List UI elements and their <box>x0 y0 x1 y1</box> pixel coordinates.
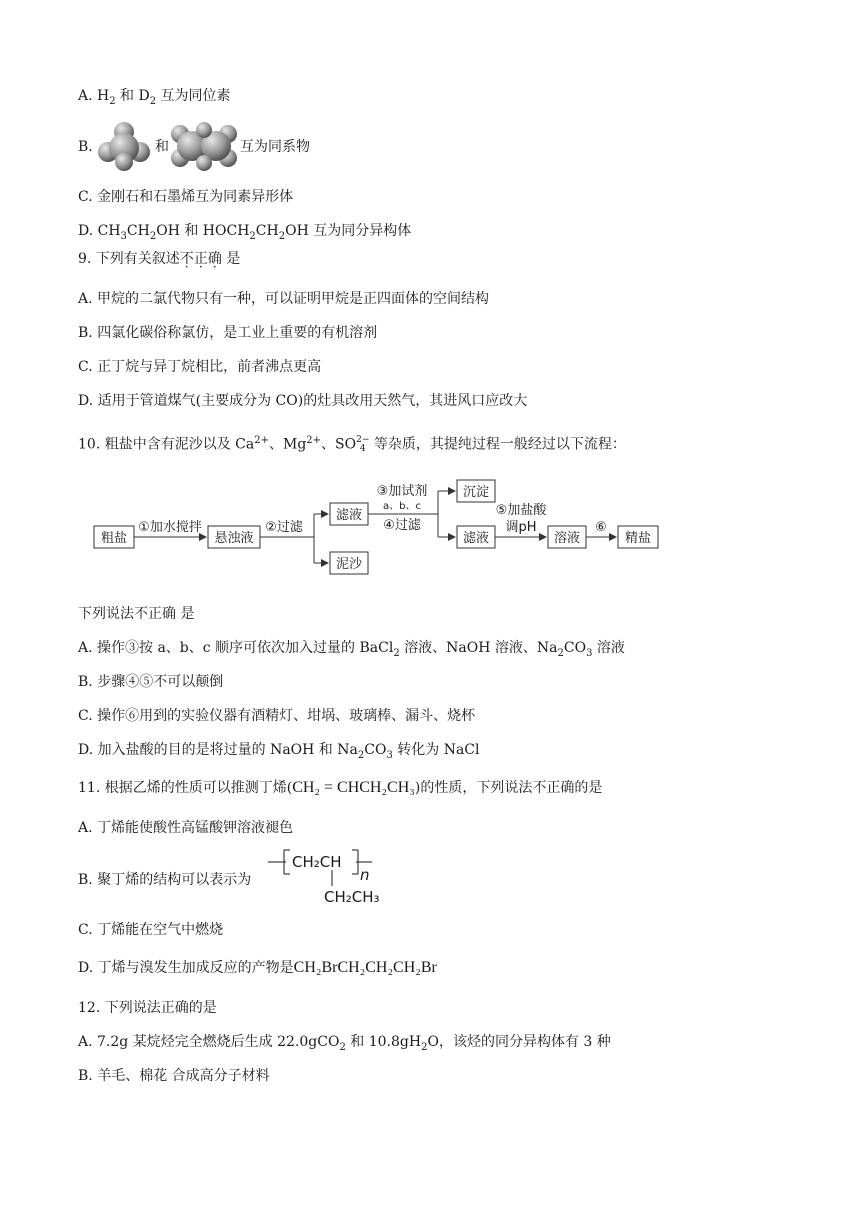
q11-option-b: B. 聚丁烯的结构可以表示为 <box>78 872 252 888</box>
label-step5: ⑤加盐酸 <box>495 503 547 518</box>
q9-option-a: A. 甲烷的二氯代物只有一种，可以证明甲烷是正四面体的空间结构 <box>78 291 490 307</box>
q10-sub-stem: 下列说法不正确 是 <box>78 606 195 622</box>
label-step4: ④过滤 <box>383 518 421 533</box>
label-filtrate1: 滤液 <box>335 508 363 523</box>
label-step6: ⑥ <box>595 520 607 535</box>
q10-option-b: B. 步骤④⑤不可以颠倒 <box>78 674 224 690</box>
label-mud: 泥沙 <box>335 557 363 572</box>
q8-option-b-and: 和 <box>155 139 169 155</box>
q11-stem: 11. 根据乙烯的性质可以推测丁烯(CH₂ = CHCH₂CH₃)的性质，下列说法不正确的是 <box>78 779 603 796</box>
q8-option-a: A. $H_2$ 和 $D_2$ 互为同位素 <box>78 88 231 107</box>
q9-stem: 9. 下列有关叙述不正确 是 <box>78 251 241 267</box>
label-step1: ①加水搅拌 <box>138 520 202 535</box>
q12-option-a: A. 7.2g 某烷烃完全燃烧后生成 22.0gCO$_2$ 和 $10.8gH_2O$，该烃的同分异构体有 3 种 <box>78 1034 611 1053</box>
label-filtrate2: 滤液 <box>462 531 490 546</box>
label-step3: ③加试剂 <box>376 484 428 499</box>
methane-model-image <box>96 118 156 172</box>
q9-option-d: D. 适用于管道煤气(主要成分为 CO)的灶具改用天然气，其进风口应改大 <box>78 393 528 409</box>
q8-option-c: C. 金刚石和石墨烯互为同素异形体 <box>78 189 294 205</box>
q11-option-d: D. 丁烯与溴发生加成反应的产物是CH₂BrCH₂CH₂CH₂Br <box>78 959 437 976</box>
label-solution: 溶液 <box>553 531 581 546</box>
q8-option-d: D. $CH_3CH_2OH$ 和 $HOCH_2CH_2OH$ 互为同分异构体 <box>78 223 412 242</box>
polybutene-structure <box>266 846 396 908</box>
q12-stem: 12. 下列说法正确的是 <box>78 1000 217 1016</box>
q10-option-c: C. 操作⑥用到的实验仪器有酒精灯、坩埚、玻璃棒、漏斗、烧杯 <box>78 708 476 724</box>
q9-option-c: C. 正丁烷与异丁烷相比，前者沸点更高 <box>78 359 322 375</box>
q11-option-a: A. 丁烯能使酸性高锰酸钾溶液褪色 <box>78 820 294 836</box>
poly-n: n <box>360 866 370 884</box>
label-step3-sub: a、b、c <box>383 501 421 512</box>
q10-option-a: A. 操作③按 a、b、c 顺序可依次加入过量的 BaCl$_2$ 溶液、NaOH 溶液、$Na_2CO_3$ 溶液 <box>78 640 625 659</box>
label-step5-sub: 调pH <box>505 520 537 535</box>
q10-option-d: D. 加入盐酸的目的是将过量的 NaOH 和 $Na_2CO_3$ 转化为 NaCl <box>78 742 480 761</box>
q12-option-b: B. 羊毛、棉花 合成高分子材料 <box>78 1068 270 1084</box>
purification-flowchart <box>90 476 660 580</box>
ethane-model-image <box>168 120 240 172</box>
label-step2: ②过滤 <box>265 520 303 535</box>
q10-stem: 10. 粗盐中含有泥沙以及 $Ca^{2+}$、$Mg^{2+}$、SO 2− 4 等杂质，其提纯过程一般经过以下流程： <box>78 434 626 454</box>
poly-branch: CH₂CH₃ <box>324 888 380 906</box>
q8-option-b-text: 互为同系物 <box>240 139 310 155</box>
label-crude-salt: 粗盐 <box>100 531 128 546</box>
poly-main-chain: CH₂CH <box>292 853 342 871</box>
q8-option-b: B. <box>78 139 93 155</box>
label-refined-salt: 精盐 <box>624 531 652 546</box>
label-suspension: 悬浊液 <box>214 531 254 546</box>
q9-option-b: B. 四氯化碳俗称氯仿，是工业上重要的有机溶剂 <box>78 325 378 341</box>
q11-option-c: C. 丁烯能在空气中燃烧 <box>78 922 224 938</box>
dibromobutane-formula: CH₂BrCH₂CH₂CH₂Br <box>293 959 437 976</box>
butene-formula: CH₂ = CHCH₂CH₃ <box>292 779 415 796</box>
label-precipitate: 沉淀 <box>462 485 490 500</box>
